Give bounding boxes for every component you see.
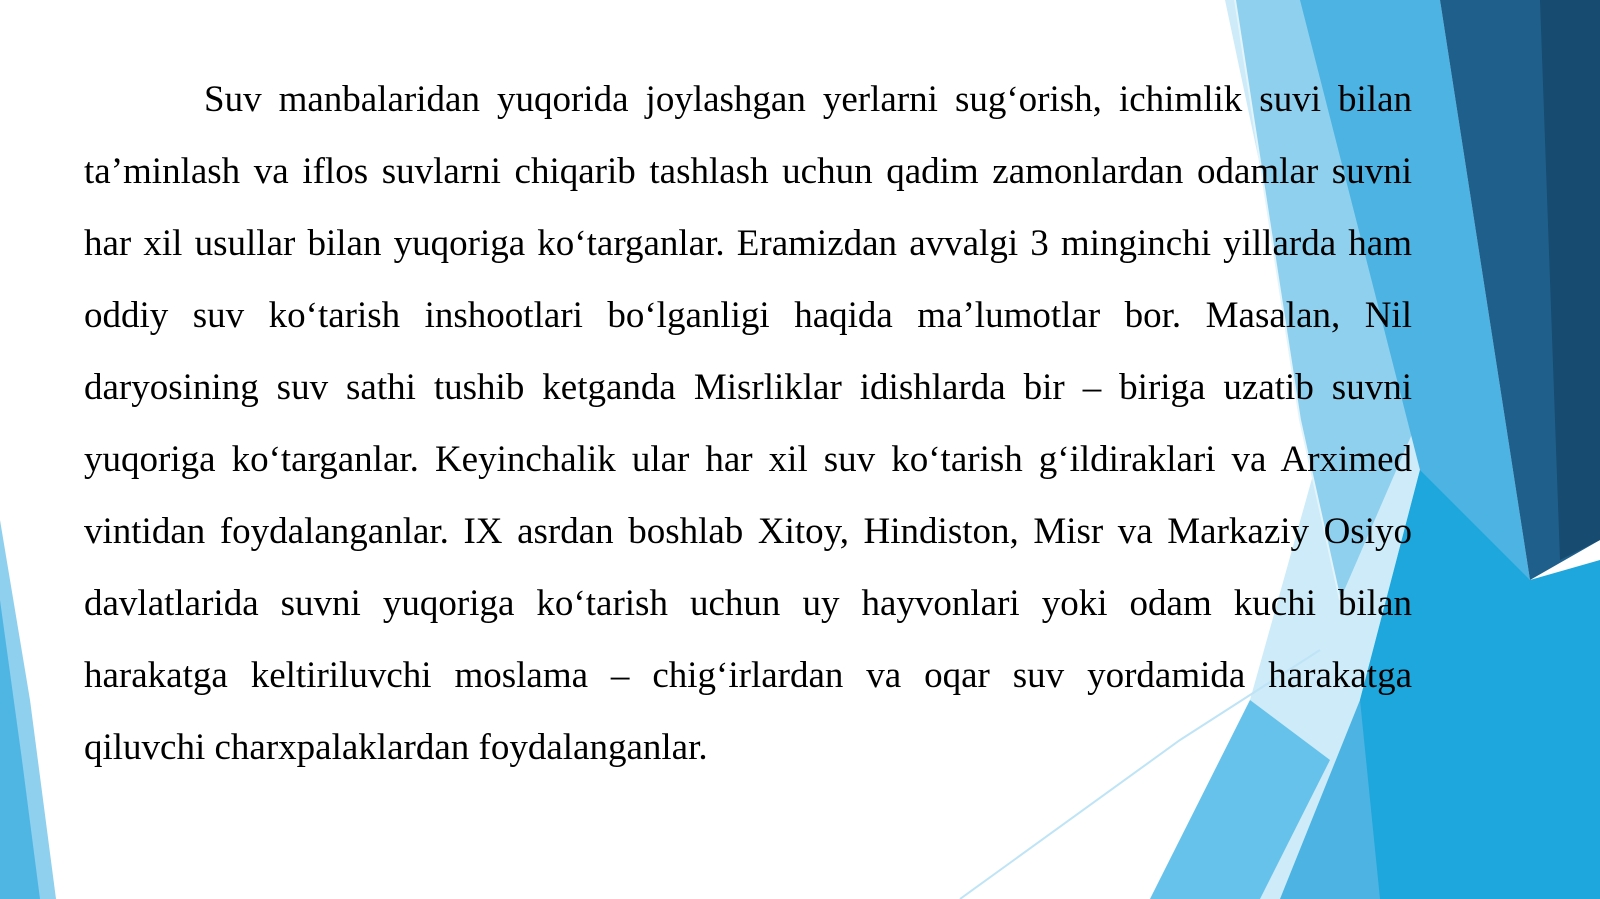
body-paragraph: Suv manbalaridan yuqorida joylashgan yerlarni sug‘orish, ichimlik suvi bilan ta’minlash va iflos suvlarni chiqarib tashlash uchun qadim zamonlardan odamlar suvni har xil usullar bilan yuqoriga ko‘targanlar. Eramizdan avvalgi 3 minginchi yillarda ham oddiy suv ko‘tarish inshootlari bo‘lganligi haqida ma’lumotlar bor. Masalan, Nil daryosining suv sathi tushib ketganda Misrliklar idishlarda bir – biriga uzatib suvni yuqoriga ko‘targanlar. Keyinchalik ular har xil suv ko‘tarish g‘ildiraklari va Arximed vintidan foydalanganlar. IX asrdan boshlab Xitoy, Hindiston, Misr va Markaziy Osiyo davlatlarida suvni yuqoriga ko‘tarish uchun uy hayvonlari yoki odam kuchi bilan harakatga keltiriluvchi moslama – chig‘irlardan va oqar suv yordamida harakatga qiluvchi charxpalaklardan foydalanganlar. [84,79,1412,768]
